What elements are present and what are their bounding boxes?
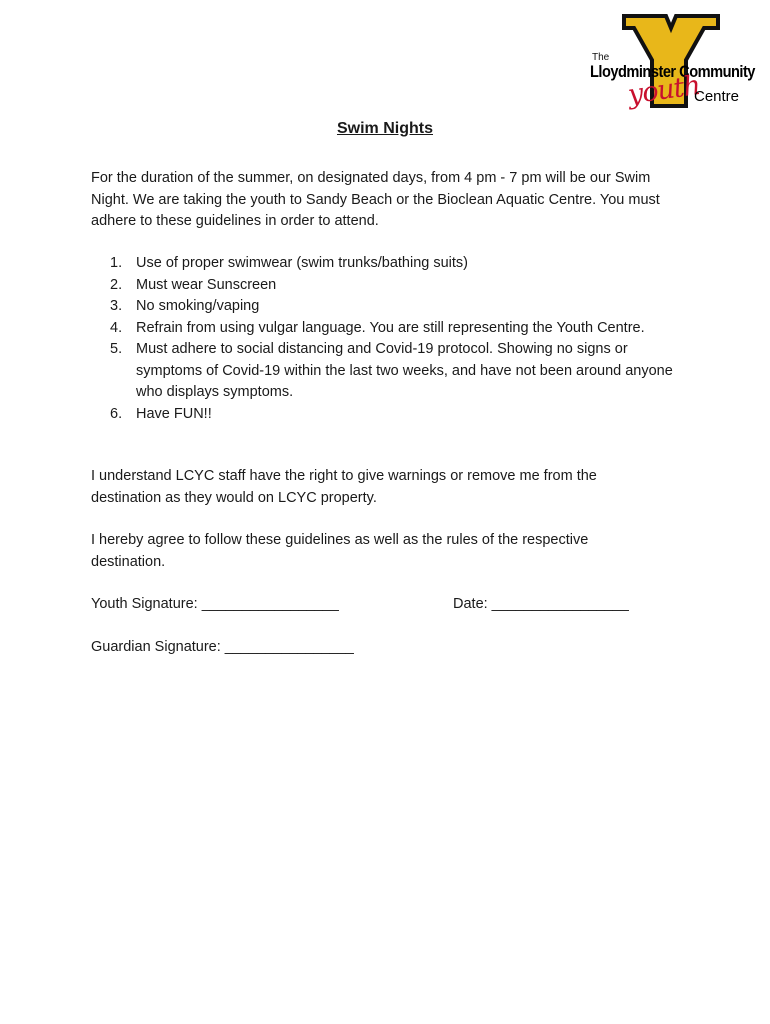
list-text: Have FUN!!	[136, 405, 212, 422]
list-item	[110, 339, 690, 404]
list-number: 1.	[110, 255, 123, 271]
list-text: Refrain from using vulgar language. You are still representing the Youth Centre.	[136, 319, 645, 336]
logo-the-text: The	[592, 52, 610, 63]
logo-youth-text: youth	[626, 69, 702, 111]
list-text: No smoking/vaping	[136, 298, 260, 314]
list-item	[110, 318, 690, 340]
agree-paragraph: I hereby agree to follow these guidelines as well as the rules of the respective destination.	[91, 532, 589, 570]
list-item	[110, 296, 690, 318]
guidelines-list	[110, 253, 690, 425]
list-item	[110, 253, 690, 275]
guardian-signature-line[interactable]: Guardian Signature: ________________	[91, 639, 354, 655]
list-number: 3.	[110, 298, 123, 314]
list-item	[110, 275, 690, 297]
list-text: Use of proper swimwear (swim trunks/bathing suits)	[136, 255, 468, 271]
list-item	[110, 404, 690, 426]
date-line[interactable]: Date: _________________	[453, 596, 629, 612]
intro-paragraph: For the duration of the summer, on designated days, from 4 pm - 7 pm will be our Swim Night. We are taking the youth to Sandy Beach or the Bioclean Aquatic Centre. You must adhere to these guidelines in order to attend.	[91, 170, 660, 229]
logo-main-text: Lloydminster Community	[590, 62, 755, 81]
understand-paragraph: I understand LCYC staff have the right to give warnings or remove me from the destination as they would on LCYC property.	[91, 468, 597, 506]
list-number: 2.	[110, 276, 123, 293]
list-number: 4.	[110, 319, 123, 336]
list-number: 5.	[110, 341, 123, 357]
lcyc-logo	[586, 14, 756, 114]
youth-signature-line[interactable]: Youth Signature: _________________	[91, 596, 339, 612]
list-text: Must wear Sunscreen	[136, 276, 277, 293]
page-title: Swim Nights	[336, 120, 433, 137]
logo-centre-text: Centre	[694, 88, 740, 105]
list-number: 6.	[110, 405, 123, 422]
list-text: Must adhere to social distancing and Covid-19 protocol. Showing no signs or symptoms of Covid-19 within the last two weeks, and have not been around anyone who displays symptoms.	[136, 341, 673, 400]
